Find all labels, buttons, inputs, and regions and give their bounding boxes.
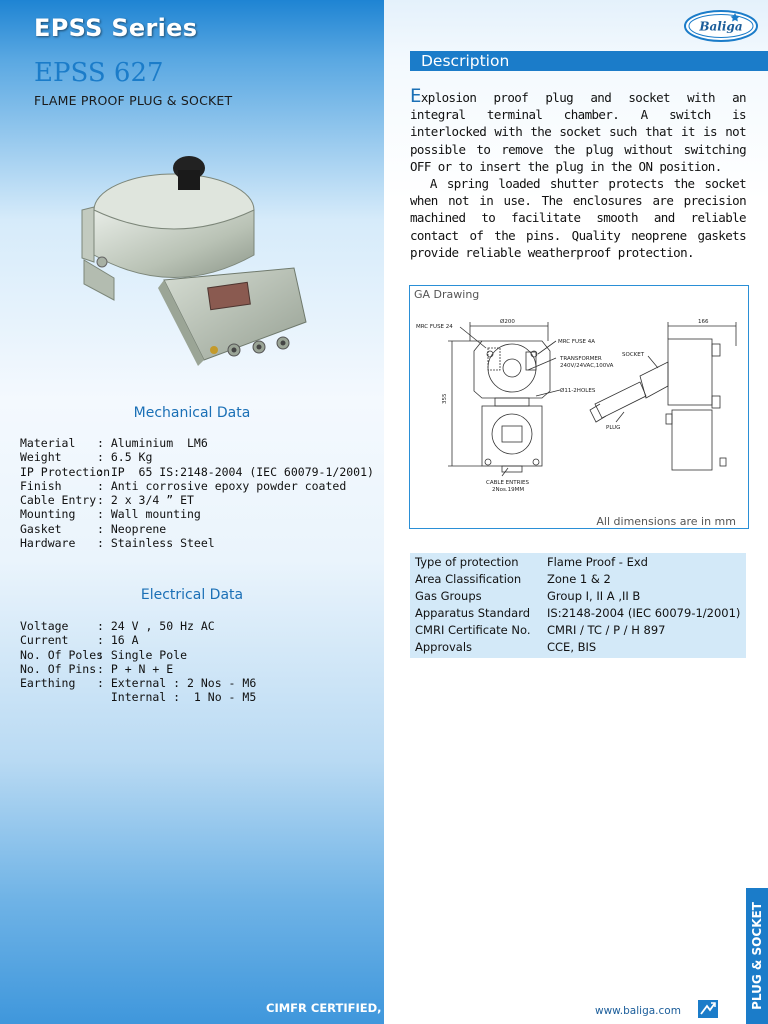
spec-label: Earthing (20, 676, 76, 691)
property-label: Area Classification (415, 572, 522, 586)
property-value: Zone 1 & 2 (547, 572, 611, 586)
table-row (410, 588, 746, 605)
spec-label: Material (20, 436, 76, 450)
spec-row (20, 479, 374, 493)
spec-label: No. Of Poles (20, 647, 104, 662)
spec-value: : Aluminium LM6 (97, 436, 208, 450)
ga-label-dim-355: 355 (442, 393, 448, 404)
ga-label-dim-200: Ø200 (500, 319, 515, 325)
spec-row (20, 465, 374, 479)
description-para-2: A spring loaded shutter protects the socket when not in use. The enclosures are precision machined to facilitate smooth and reliable contact of the pins. Quality neoprene gaskets provide reliable weatherproof protection. (410, 176, 746, 260)
ga-label-holes: Ø11-2HOLES (560, 388, 596, 394)
spec-value: : Anti corrosive epoxy powder coated (97, 478, 347, 493)
spec-row (20, 648, 256, 662)
brand-mark-icon (698, 1000, 718, 1018)
property-label: Type of protection (415, 555, 519, 569)
spec-row (20, 436, 374, 450)
product-subtitle: FLAME PROOF PLUG & SOCKET (34, 93, 233, 108)
ga-label-mrc-fuse-4a: MRC FUSE 4A (558, 339, 596, 345)
spec-row (20, 662, 256, 676)
spec-value: : External : 2 Nos - M6 (97, 676, 257, 691)
description-text (410, 85, 746, 261)
ga-label-cable-entries: CABLE ENTRIES (486, 480, 530, 486)
spec-label: Voltage (20, 619, 69, 633)
description-heading: Description (421, 52, 510, 70)
property-label: Apparatus Standard (415, 606, 531, 620)
property-label: CMRI Certificate No. (415, 623, 531, 637)
property-value: CMRI / TC / P / H 897 (547, 623, 666, 637)
description-para-1-text: xplosion proof plug and socket with an integral terminal chamber. A switch is interlocked with the socket such that it is not possible to remove the plug without switching OFF or to insert the plug in the ON position. (410, 90, 746, 174)
spec-value: : IP 65 IS:2148-2004 (IEC 60079-1/2001) (97, 464, 374, 479)
property-value: Flame Proof - Exd (547, 555, 648, 569)
spec-row (20, 690, 256, 704)
ga-label-cable-spec: 2Nos.19MM (492, 487, 525, 493)
spec-value: : 6.5 Kg (97, 450, 153, 465)
table-row (410, 622, 746, 639)
mechanical-heading: Mechanical Data (133, 405, 251, 421)
table-row (410, 605, 746, 622)
spec-label: Cable Entry (20, 493, 97, 508)
table-row (410, 571, 746, 588)
spec-row (20, 633, 256, 647)
description-bar (410, 51, 768, 71)
drop-cap: E (410, 85, 421, 107)
spec-label: Gasket (20, 521, 62, 536)
spec-label: No. Of Pins (20, 661, 97, 676)
spec-row (20, 619, 256, 633)
ga-label-transformer: TRANSFORMER (560, 356, 602, 362)
table-row (410, 554, 746, 571)
spec-label: Current (20, 633, 69, 648)
series-title: EPSS Series (34, 14, 198, 42)
table-row (410, 639, 746, 656)
spec-value: : Wall mounting (97, 507, 201, 522)
model-title: EPSS 627 (34, 58, 164, 88)
certification-footer: CIMFR CERTIFIED, CCE & BIS APPROVED (266, 1001, 525, 1015)
electrical-data-list (20, 619, 256, 705)
website-link[interactable]: www.baliga.com (595, 1005, 681, 1017)
spec-value: : 16 A (97, 633, 139, 648)
spec-value: : Stainless Steel (97, 536, 215, 551)
property-label: Approvals (415, 640, 473, 654)
electrical-heading: Electrical Data (140, 587, 244, 603)
ga-label-mrc-fuse-24: MRC FUSE 24 (416, 324, 453, 330)
spec-row (20, 536, 374, 550)
ga-label-socket: SOCKET (622, 352, 645, 358)
spec-row (20, 676, 256, 690)
description-para-1 (410, 85, 746, 175)
spec-label: Finish (20, 478, 62, 493)
ga-drawing-title: GA Drawing (414, 288, 480, 301)
property-value: IS:2148-2004 (IEC 60079-1/2001) (547, 606, 741, 620)
spec-label (20, 690, 97, 704)
ga-label-plug: PLUG (606, 425, 621, 431)
spec-label: Mounting (20, 507, 76, 522)
properties-table (410, 553, 746, 658)
property-value: Group I, II A ,II B (547, 589, 641, 603)
logo-text: Baliga (699, 19, 743, 34)
property-value: CCE, BIS (547, 640, 597, 654)
baliga-logo (683, 8, 759, 44)
ga-label-dim-166: 166 (698, 319, 709, 325)
spec-value: Internal : 1 No - M5 (97, 690, 257, 705)
mechanical-data-list (20, 436, 374, 550)
ga-drawing-note: All dimensions are in mm (596, 515, 736, 528)
ga-drawing (409, 285, 749, 529)
spec-row (20, 507, 374, 521)
ga-drawing-figure (410, 286, 748, 528)
spec-value: : 2 x 3/4 ” ET (97, 493, 194, 508)
spec-row (20, 450, 374, 464)
spec-value: : P + N + E (97, 661, 174, 676)
spec-label: IP Protection (20, 464, 111, 479)
ga-label-transformer-spec: 240V/24VAC,100VA (560, 363, 614, 369)
spec-row (20, 493, 374, 507)
property-label: Gas Groups (415, 589, 482, 603)
product-image (74, 150, 310, 370)
side-tab (746, 888, 768, 1024)
spec-value: : 24 V , 50 Hz AC (97, 619, 215, 633)
spec-value: : Neoprene (97, 521, 167, 536)
spec-label: Weight (20, 450, 62, 465)
spec-row (20, 522, 374, 536)
side-tab-label: PLUG & SOCKET (750, 902, 764, 1010)
spec-label: Hardware (20, 536, 76, 551)
spec-value: : Single Pole (97, 647, 188, 662)
